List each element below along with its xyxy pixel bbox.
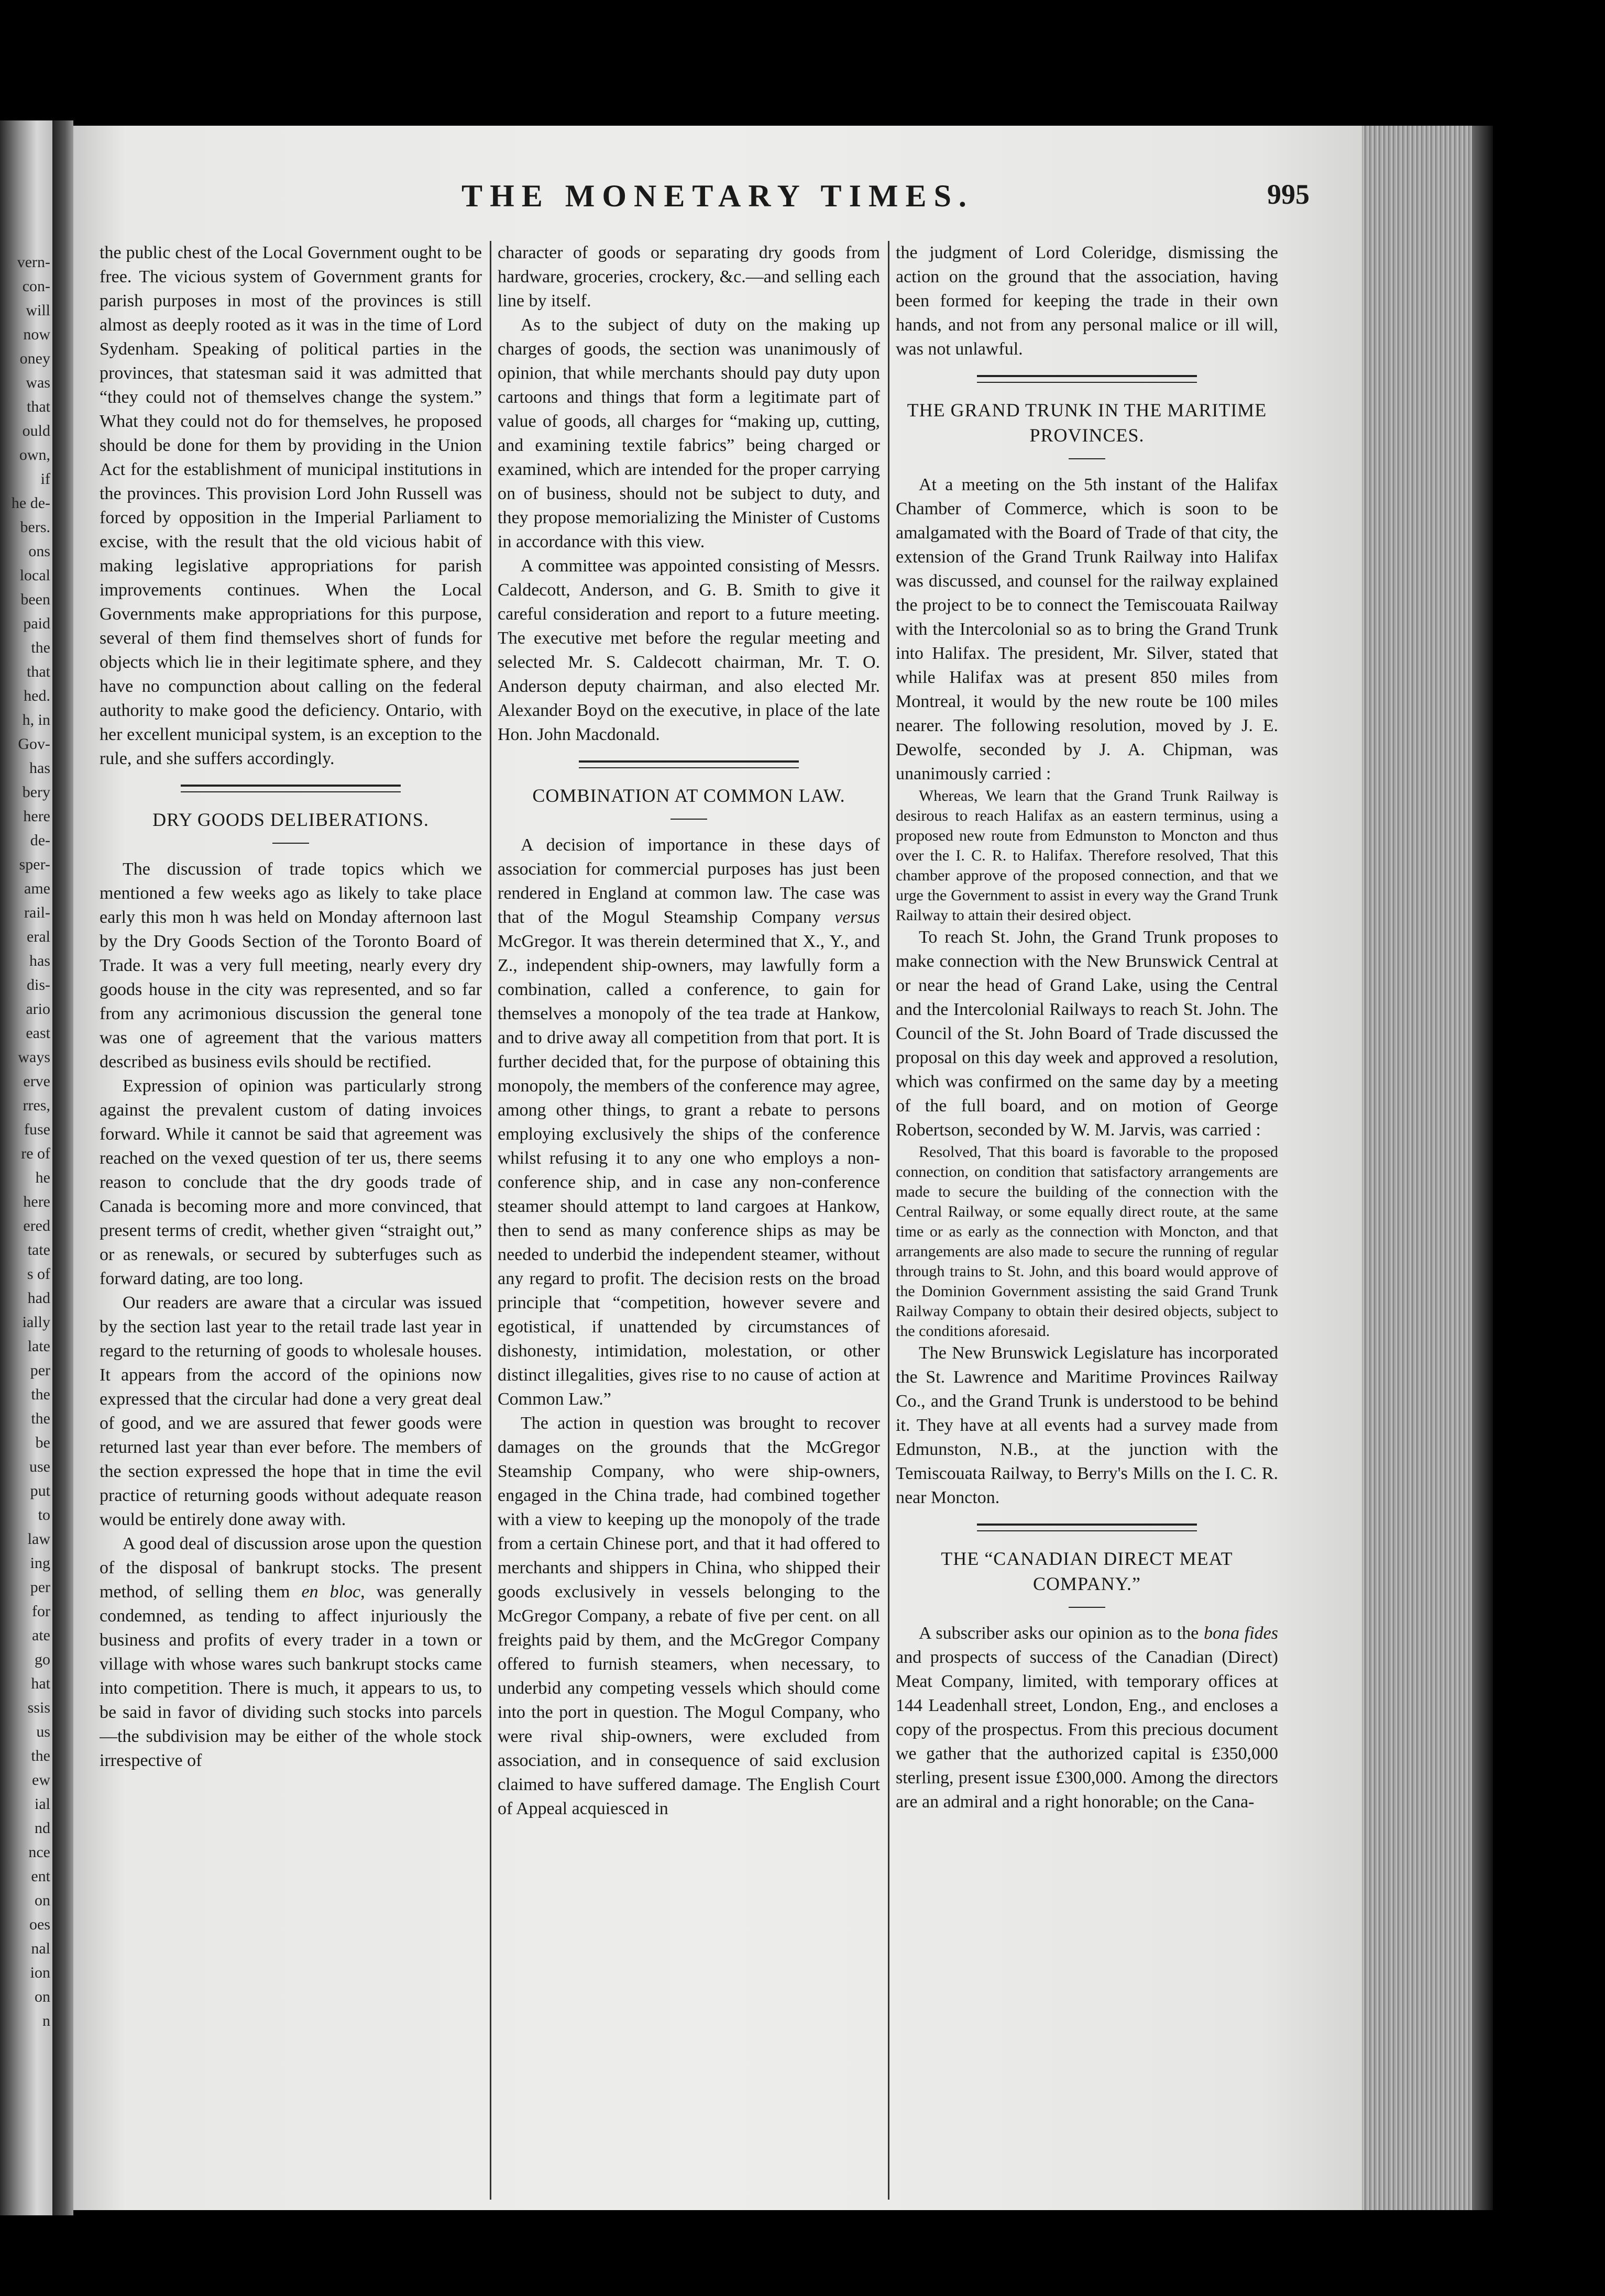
margin-text-fragment: dis-: [27, 976, 50, 994]
margin-text-fragment: use: [29, 1458, 50, 1475]
margin-text-fragment: sper-: [19, 856, 50, 873]
heading-rule: [1069, 458, 1105, 459]
margin-text-fragment: late: [27, 1338, 50, 1355]
margin-text-fragment: was: [26, 374, 50, 391]
italic-text: bona fides: [1204, 1624, 1278, 1643]
margin-text-fragment: that: [27, 663, 50, 680]
margin-text-fragment: he de-: [11, 494, 50, 512]
margin-text-fragment: will: [26, 302, 50, 319]
column-2: [498, 241, 880, 2205]
article-heading: COMBINATION AT COMMON LAW.: [532, 785, 845, 806]
page-number: 995: [1267, 179, 1310, 210]
margin-text-fragment: de-: [30, 832, 50, 849]
section-divider: [181, 785, 401, 792]
section-divider: [977, 375, 1197, 383]
margin-text-fragment: re of: [21, 1145, 50, 1162]
margin-text-fragment: if: [40, 470, 50, 488]
margin-text-fragment: own,: [19, 446, 50, 463]
margin-text-fragment: ould: [22, 422, 50, 439]
margin-text-fragment: he: [35, 1169, 50, 1186]
margin-text-fragment: the: [31, 1410, 50, 1427]
margin-text-fragment: the: [31, 639, 50, 656]
margin-text-fragment: nce: [28, 1844, 50, 1861]
heading-rule: [670, 819, 707, 820]
article-paragraph: The New Brunswick Legislature has incorporated the St. Lawrence and Maritime Provinces Railway Co., and the Grand Trunk is understood to be behind it. They have at all events had a survey made from Edmunston, N.B., at the junction with the Temiscouata Railway, to Berry's Mills on the I. C. R. near Moncton.: [896, 1343, 1278, 1507]
page-header: [105, 178, 1331, 220]
margin-text-fragment: ways: [18, 1048, 50, 1066]
margin-text-fragment: now: [23, 326, 50, 343]
margin-text-fragment: h, in: [22, 711, 50, 728]
margin-text-fragment: s of: [27, 1265, 50, 1283]
article-paragraph: [498, 833, 880, 1411]
margin-text-fragment: ario: [26, 1000, 50, 1018]
margin-text-fragment: us: [36, 1723, 50, 1740]
margin-text-fragment: per: [30, 1579, 50, 1596]
margin-text-fragment: nal: [31, 1940, 50, 1957]
column-rule: [490, 241, 491, 2200]
margin-text-fragment: n: [42, 2012, 50, 2029]
margin-text-fragment: ame: [24, 880, 50, 897]
article-paragraph: The discussion of trade topics which we mentioned a few weeks ago as likely to take place early this mon h was held on Monday afternoon last by the Dry Goods Section of the Toronto Board of Trade. It was a very full meeting, nearly every dry goods house in the city was represented, and so far from any acrimonious discussion the general tone was one of agreement that the various matters described as business evils should be rectified.: [100, 859, 482, 1072]
margin-text-fragment: here: [23, 808, 50, 825]
margin-text-fragment: be: [35, 1434, 50, 1451]
article-paragraph: At a meeting on the 5th instant of the Halifax Chamber of Commerce, which is soon to be amalgamated with the Board of Trade of that city, the extension of the Grand Trunk Railway into Halifax was discussed, and counsel for the railway explained the project to be to connect the Temiscouata Railway with the Intercolonial so as to bring the Grand Trunk into Halifax. The president, Mr. Silver, stated that while Halifax was at present 850 miles from Montreal, it would by the new route be 100 miles nearer. The following resolution, moved by J. E. Dewolfe, seconded by J. A. Chipman, was unanimously carried :: [896, 475, 1278, 783]
margin-text-fragment: here: [23, 1193, 50, 1210]
margin-text-fragment: had: [27, 1289, 50, 1307]
margin-text-fragment: rail-: [24, 904, 50, 921]
article-paragraph: To reach St. John, the Grand Trunk proposes to make connection with the New Brunswick Central at or near the head of Grand Lake, using the Central and the Intercolonial Railways to reach St. John. The Council of the St. John Board of Trade discussed the proposal on this day week and approved a resolution, which was confirmed on the same day by a meeting of the full board, and on motion of George Robertson, seconded by W. M. Jarvis, was carried :: [896, 928, 1278, 1140]
margin-text-fragment: fuse: [24, 1121, 50, 1138]
margin-text-fragment: east: [26, 1024, 50, 1042]
italic-text: versus: [834, 908, 880, 927]
article-heading: DRY GOODS DELIBERATIONS.: [152, 809, 429, 830]
article-paragraph: As to the subject of duty on the making up charges of goods, the section was unanimously of opinion, that while merchants should pay duty upon cartoons and things that form a legitimate part of value of goods, all charges for “making up, cutting, and examining textile fabrics” being charged or examined, which are intended for the proper carrying on of business, should not be subject to duty, and they propose memorializing the Minister of Customs in accordance with this view.: [498, 315, 880, 551]
margin-text-fragment: local: [19, 567, 50, 584]
margin-text-fragment: rres,: [23, 1097, 50, 1114]
margin-text-fragment: hat: [31, 1675, 50, 1692]
margin-text-fragment: con-: [22, 278, 50, 295]
margin-text-fragment: vern-: [17, 253, 50, 271]
column-3: [896, 241, 1278, 2205]
margin-text-fragment: per: [30, 1362, 50, 1379]
margin-text-fragment: ered: [23, 1217, 50, 1234]
heading-rule: [1069, 1607, 1105, 1608]
margin-text-fragment: on: [35, 1988, 50, 2005]
article-heading: THE GRAND TRUNK IN THE MARITIME PROVINCES.: [907, 400, 1267, 446]
article-paragraph: Expression of opinion was particularly strong against the prevalent custom of dating invoices forward. While it cannot be said that agreement was reached on the vexed question of ter us, there seems reason to conclude that the dry goods trade of Canada is becoming more and more convinced, that present terms of credit, whether given “straight out,” or as renewals, or secured by subterfuges such as forward dating, are too long.: [100, 1076, 482, 1288]
margin-text-fragment: hed.: [24, 687, 50, 704]
article-paragraph: Our readers are aware that a circular was issued by the section last year to the retail trade last year in regard to the returning of goods to wholesale houses. It appears from the accord of the opinions now expressed that the circular had done a very great deal of good, and we are assured that fewer goods were returned last year than ever before. The members of the section expressed the hope that in time the evil practice of returning goods without adequate reason would be entirely done away with.: [100, 1293, 482, 1529]
column-rule: [888, 241, 889, 2200]
margin-text-fragment: has: [29, 759, 50, 777]
page-stack-shadow: [1472, 126, 1493, 2210]
article-paragraph: [896, 1621, 1278, 1814]
text-run: and prospects of success of the Canadian (Direct) Meat Company, limited, with temporary offices at 144 Leadenhall street, London, Eng., and encloses a copy of the prospectus. From this precious document we gather that the authorized capital is £350,000 sterling, present issue £300,000. Among the directors are an admiral and a right honorable; on the Cana-: [896, 1648, 1278, 1812]
text-run: A good deal of discussion arose upon the question of the disposal of bankrupt stocks. The present method, of selling them: [100, 1534, 482, 1602]
margin-text-fragment: ssis: [27, 1699, 50, 1716]
article-paragraph: the judgment of Lord Coleridge, dismissing the action on the ground that the association, having been formed for keeping the trade in their own hands, and not from any personal malice or ill will, was not unlawful.: [896, 243, 1278, 359]
margin-text-fragment: the: [31, 1386, 50, 1403]
text-run: , was generally condemned, as tending to affect injuriously the business and profits of every trader in a town or village with whose wares such bankrupt stocks came into competition. There is much, it appears to us, to be said in favor of dividing such stocks into parcels—the subdivision may be either of the whole stock irrespective of: [100, 1582, 482, 1770]
column-1: [100, 241, 482, 2205]
margin-text-fragment: oes: [29, 1916, 50, 1933]
article-paragraph: The action in question was brought to recover damages on the grounds that the McGregor Steamship Company, who were ship-owners, engaged in the China trade, had combined together with a view to keeping up the monopoly of the trade from a certain Chinese port, and that it had offered to merchants and shippers in China, who shipped their goods exclusively in vessels belonging to the McGregor Company, a rebate of five per cent. on all freights paid by them, and the McGregor Company offered to furnish steamers, when necessary, to underbid any competing vessels which should come into the port in question. The Mogul Company, who were rival ship-owners, were excluded from association, and in consequence of said exclusion claimed to have suffered damage. The English Court of Appeal acquiesced in: [498, 1414, 880, 1818]
margin-text-fragment: the: [31, 1747, 50, 1764]
resolution-paragraph: Whereas, We learn that the Grand Trunk Railway is desirous to reach Halifax as an eastern terminus, using a proposed new route from Edmunston to Moncton and thus over the I. C. R. to Halifax. Therefore resolved, That this chamber approve of the proposed connection, and that we urge the Government to assist in every way the Grand Trunk Railway to attain their desired object.: [896, 787, 1278, 924]
margin-text-fragment: on: [35, 1892, 50, 1909]
margin-text-fragment: erve: [23, 1073, 50, 1090]
margin-text-fragment: to: [38, 1506, 50, 1524]
margin-text-fragment: has: [29, 952, 50, 969]
margin-text-fragment: ial: [35, 1795, 50, 1813]
margin-text-fragment: Gov-: [18, 735, 50, 753]
margin-text-fragment: ons: [28, 543, 50, 560]
margin-text-fragment: for: [32, 1603, 50, 1620]
margin-text-fragment: eral: [27, 928, 50, 945]
page-stack-edge: [1362, 126, 1472, 2210]
text-run: A decision of importance in these days of association for commercial purposes has just been rendered in England at common law. The case was that of the Mogul Steamship Company: [498, 835, 880, 927]
margin-text-fragment: that: [27, 398, 50, 415]
margin-text-fragment: nd: [35, 1819, 50, 1837]
margin-text-fragment: ew: [32, 1771, 50, 1789]
heading-rule: [272, 843, 309, 844]
margin-text-fragment: bers.: [20, 518, 50, 536]
article-heading: THE “CANADIAN DIRECT MEAT COMPANY.”: [941, 1548, 1233, 1594]
margin-text-fragment: ing: [30, 1554, 50, 1572]
margin-text-fragment: ent: [31, 1868, 50, 1885]
margin-text-fragment: law: [27, 1530, 50, 1548]
newspaper-page: [73, 126, 1362, 2210]
section-divider: [977, 1524, 1197, 1531]
section-divider: [579, 760, 799, 768]
previous-page-edge: [0, 120, 52, 2215]
margin-text-fragment: ion: [30, 1964, 50, 1981]
margin-text-fragment: ate: [32, 1627, 50, 1644]
margin-text-fragment: oney: [19, 350, 50, 367]
margin-text-fragment: bery: [22, 783, 50, 801]
text-run: A subscriber asks our opinion as to the: [919, 1624, 1204, 1643]
resolution-paragraph: Resolved, That this board is favorable to the proposed connection, on condition that satisfactory arrangements are made to secure the building of the connection with the Central Railway, or some equally direct route, at the same time or as early as the connection with Moncton, and that arrangements are also made to secure the running of regular through trains to St. John, and this board would approve of the Dominion Government assisting the said Grand Trunk Railway Company to obtain their desired objects, subject to the conditions aforesaid.: [896, 1143, 1278, 1340]
margin-text-fragment: been: [20, 591, 50, 608]
article-paragraph: character of goods or separating dry goods from hardware, groceries, crockery, &c.—and selling each line by itself.: [498, 243, 880, 311]
margin-text-fragment: paid: [23, 615, 50, 632]
article-paragraph: the public chest of the Local Government ought to be free. The vicious system of Government grants for parish purposes in most of the provinces is still almost as deeply rooted as it was in the time of Lord Sydenham. Speaking of political parties in the provinces, that statesman said it was admitted that “they could not of themselves change the system.” What they could not do for themselves, he proposed should be done for them by providing in the Union Act for the establishment of municipal institutions in the provinces. This provision Lord John Russell was forced by opposition in the Imperial Parliament to excise, with the result that the old vicious habit of making legislative appropriations for parish improvements continues. When the Local Governments make appropriations for this purpose, several of them find themselves short of funds for objects which lie in their legitimate sphere, and they have no compunction about calling on the federal authority to make good the deficiency. Ontario, with her excellent municipal system, is an exception to the rule, and she suffers accordingly.: [100, 243, 482, 768]
article-paragraph: A committee was appointed consisting of Messrs. Caldecott, Anderson, and G. B. Smith to give it careful consideration and report to a future meeting. The executive met before the regular meeting and selected Mr. S. Caldecott chairman, Mr. T. O. Anderson deputy chairman, and also elected Mr. Alexander Boyd on the executive, in place of the late Hon. John Macdonald.: [498, 556, 880, 744]
article-paragraph: [100, 1532, 482, 1773]
publication-title: THE MONETARY TIMES.: [461, 179, 974, 213]
margin-text-fragment: tate: [27, 1241, 50, 1259]
italic-text: en bloc: [301, 1582, 361, 1602]
margin-text-fragment: go: [35, 1651, 50, 1668]
margin-text-fragment: ially: [22, 1313, 50, 1331]
text-run: McGregor. It was therein determined that X., Y., and Z., independent ship-owners, may lawfully form a combination, called a conference, to gain for themselves a monopoly of the tea trade at Hankow, and to drive away all competition from that port. It is further decided that, for the purpose of obtaining this monopoly, the members of the conference may agree, among other things, to grant a rebate to persons employing exclusively the ships of the conference whilst refusing it to any one who employs a non-conference ship, and in case any non-conference steamer should attempt to land cargoes at Hankow, then to send as many conference ships as may be needed to underbid the independent steamer, without any regard to profit. The decision rests on the broad principle that “competition, however severe and egotistical, if unattended by circumstances of dishonesty, intimidation, molestation, or other distinct illegalities, gives rise to no cause of action at Common Law.”: [498, 932, 880, 1409]
margin-text-fragment: put: [30, 1482, 50, 1499]
book-gutter: [52, 120, 73, 2215]
